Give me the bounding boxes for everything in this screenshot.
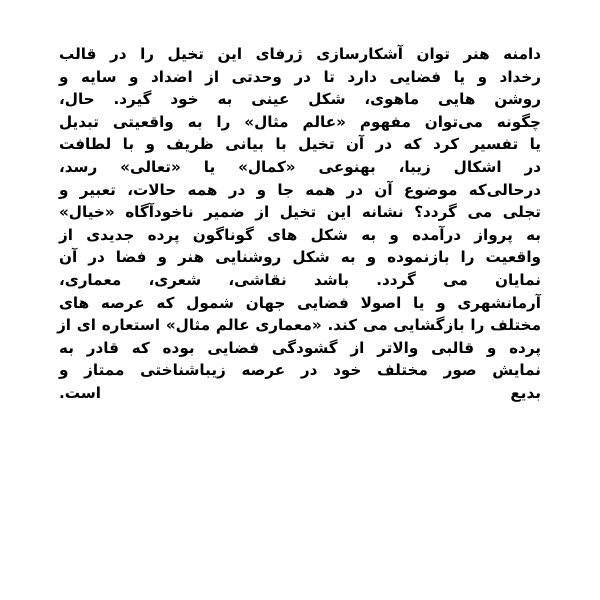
text-line-9: به پرواز درآمده و به شکل های گوناگون پرده جدیدی از <box>59 225 541 244</box>
body-text-block <box>59 43 541 405</box>
text-line-6: در اشکال زیبا، بهنوعی «کمال» یا «تعالی» رسد، <box>59 157 541 176</box>
text-line-16: بدیع است. <box>59 383 541 402</box>
text-line-14: پرده و قالبی والاتر از گشودگی فضایی بوده که قادر به <box>59 338 541 357</box>
text-line-10: واقعیت را بازنموده و به شکل روشنایی هنر و فضا در آن <box>59 248 541 267</box>
text-line-2: رخداد و یا فضایی دارد تا در وحدتی از اضداد و سایه و <box>59 67 541 86</box>
text-line-11: نمایان می گردد. باشد نقاشی، شعری، معماری، <box>59 270 541 289</box>
text-line-15: نمایش صور مختلف خود در عرصه زیباشناختی ممتاز و <box>59 361 541 380</box>
text-line-12: آرمانشهری و یا اصولا فضایی جهان شمول که عرصه های <box>59 293 541 312</box>
text-line-3: روشن هایی ماهوی، شکل عینی به خود گیرد. حال، <box>59 90 541 109</box>
text-line-5: یا تفسیر کرد که در آن تخیل با بیانی ظریف و با لطافت <box>59 135 541 154</box>
text-line-8: تجلی می گردد؟ نشانه این تخیل از ضمیر ناخودآگاه «خیال» <box>59 203 541 222</box>
text-line-13: مختلف را بازگشایی می کند. «معماری عالم مثال» استعاره ای از <box>57 316 541 335</box>
text-line-1: دامنه هنر توان آشکارسازی ژرفای این تخیل را در قالب <box>59 45 541 63</box>
text-line-4: چگونه می‌توان مفهوم «عالم مثال» را به واقعیتی تبدیل <box>59 112 541 131</box>
text-line-7: درحالی‌که موضوع آن در همه جا و در همه حالات، تعبیر و <box>59 180 541 199</box>
